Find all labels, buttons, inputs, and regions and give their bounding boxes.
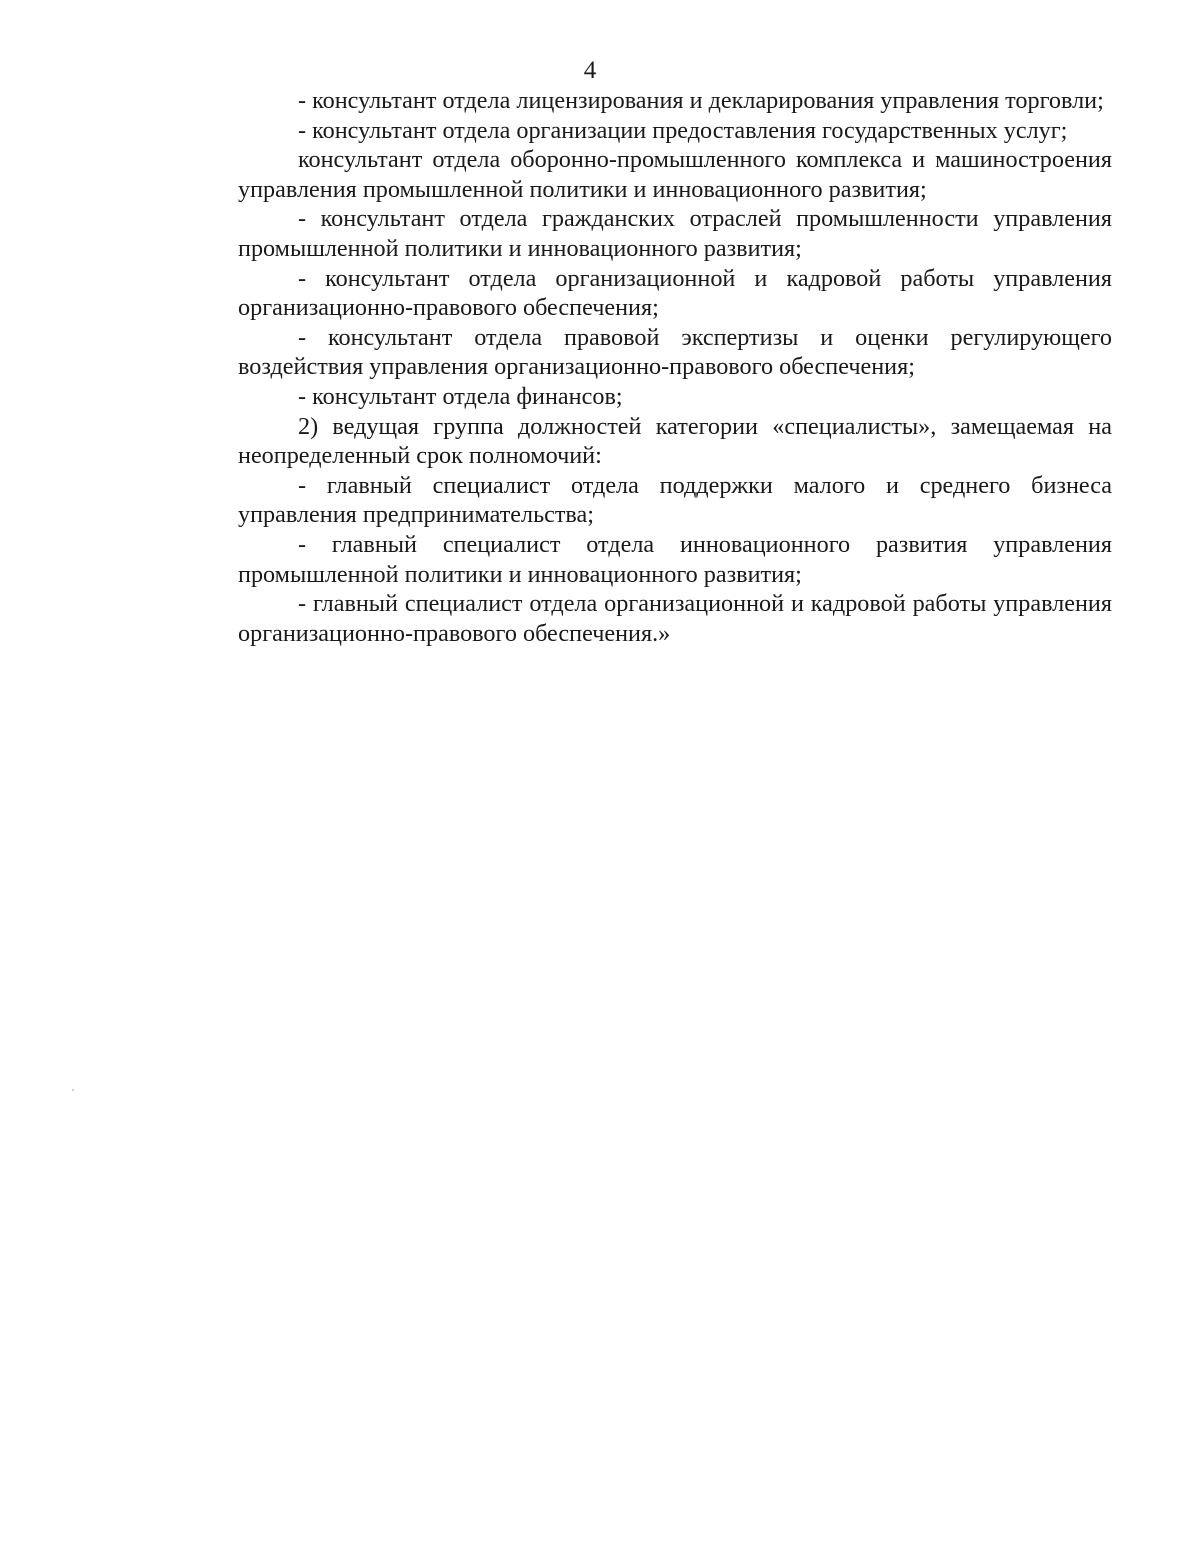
paragraph: - консультант отдела лицензирования и декларирования управления торговли; (298, 87, 1104, 114)
document-body (238, 86, 1112, 648)
paragraph: - консультант отдела финансов; (298, 382, 623, 410)
paragraph: - главный специалист отдела организационной и кадровой работы управления организационно-правового обеспечения.» (238, 590, 1112, 647)
scan-artifact (72, 1089, 74, 1091)
paragraph: - консультант отдела гражданских отраслей промышленности управления промышленной политики и инновационного развития; (238, 205, 1112, 262)
paragraph: - консультант отдела организационной и кадровой работы управления организационно-правового обеспечения; (238, 264, 1112, 322)
paragraph: 2) ведущая группа должностей категории «специалисты», замещаемая на неопределенный срок полномочий: (238, 412, 1112, 470)
paragraph: - главный специалист отдела поддержки малого и среднего бизнеса управления предпринимательства; (238, 471, 1112, 529)
paragraph: - главный специалист отдела инновационного развития управления промышленной политики и инновационного развития; (238, 530, 1112, 588)
paragraph: консультант отдела оборонно-промышленного комплекса и машиностроения управления промышленной политики и инновационного развития; (238, 146, 1112, 203)
paragraph: - консультант отдела организации предоставления государственных услуг; (298, 116, 1068, 144)
paragraph: - консультант отдела правовой экспертизы и оценки регулирующего воздействия управления организационно-правового обеспечения; (238, 323, 1112, 381)
page-number: 4 (583, 57, 597, 84)
